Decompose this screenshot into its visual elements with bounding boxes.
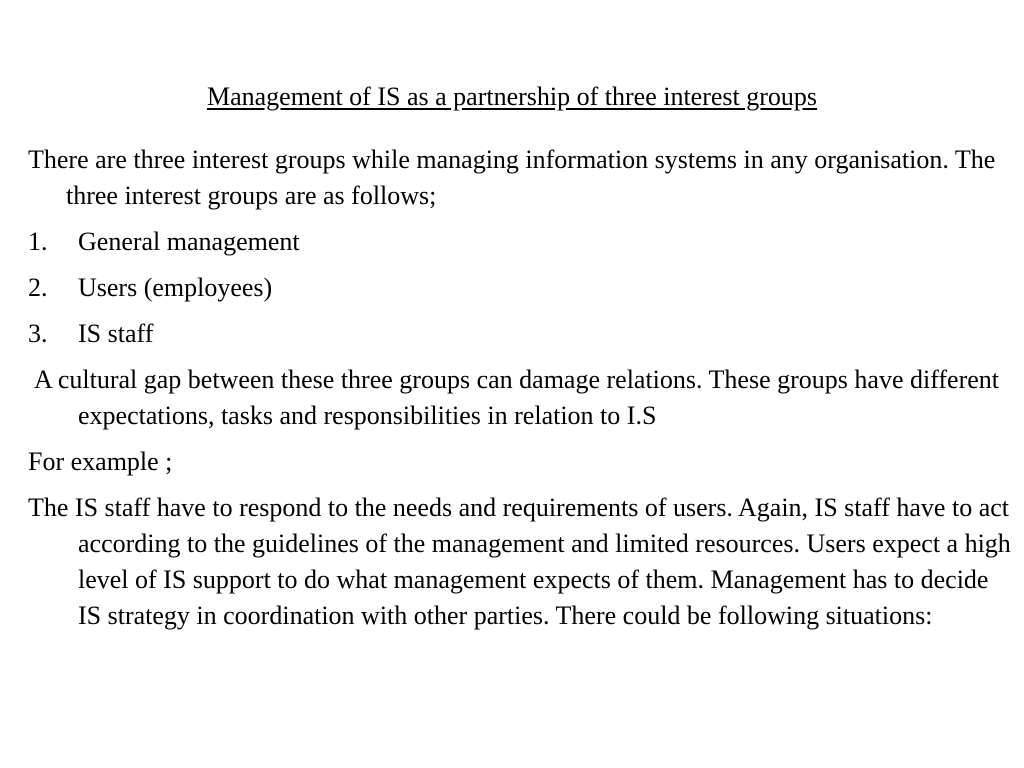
example-label: For example ; [28,447,173,476]
example-paragraph: The IS staff have to respond to the needs and requirements of users. Again, IS staff have to act according to the guidelines of the management and limited resources. Users expect a high level of IS support to do what management expects of them. Management has to decide IS strategy in coordination with other parties. There could be following situations: [28,493,1011,630]
list-item-number: 2. [28,273,48,302]
intro-paragraph: There are three interest groups while managing information systems in any organisation. The three interest groups are as follows; [28,145,996,210]
cultural-gap-paragraph: A cultural gap between these three groups can damage relations. These groups have different expectations, tasks and responsibilities in relation to I.S [34,365,1000,430]
list-item-text: General management [78,227,300,256]
list-item [28,224,1013,260]
list-item-number: 1. [28,227,48,256]
list-item-text: IS staff [78,319,154,348]
list-item-text: Users (employees) [78,273,273,302]
list-item-number: 3. [28,319,48,348]
list-item [28,270,1013,306]
slide-body [28,142,1013,644]
list-item [28,316,1013,352]
slide-title: Management of IS as a partnership of three interest groups [206,82,818,111]
